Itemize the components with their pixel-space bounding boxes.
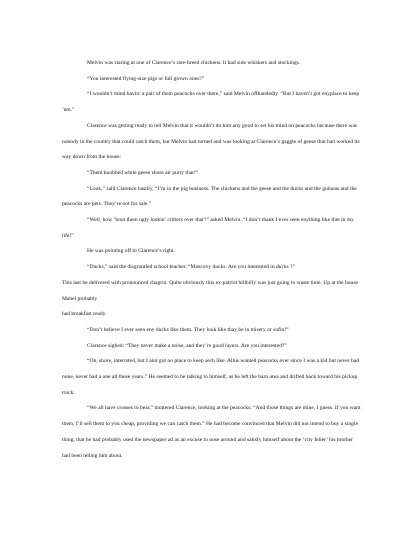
paragraph-2: “You interested flying-size pigs or full grown ones?”: [87, 75, 205, 82]
paragraph-10: This last he delivered with pronounced chagrin. Quite obviously this ex-patriot hillbilly was just going to waste time. Up at the house Mabel probably: [62, 279, 358, 302]
paragraph-15: “We all have crosses to bear,” muttered Clarence, looking at the peacocks. “And those things are mine, I guess. If you want them, I’ll sell them to you cheap, providing we can catch them.” He had become convinced that Melvin did not intend to buy a single thing, that he had probably used the newspaper ad as an excuse to nose around and satisfy himself about the ‘city feller’ his brother had been telling him about.: [62, 405, 361, 459]
paragraph-9: [62, 260, 362, 276]
paragraph-1: Melvin was staring at one of Clarence’s rare-breed chickens. It had side whiskers and stockings.: [87, 60, 301, 66]
paragraph-4: Clarence was getting ready to tell Melvin that it wouldn’t do him any good to set his mind on peacocks because there was nobody in the country that could catch them, but Melvin had turned and was looking at Clarence’s gaggle of geese that had worked its way down from the house:: [62, 122, 360, 161]
paragraph-11: had breakfast ready.: [62, 311, 107, 318]
paragraph-7: “Well, how ’bout them ugly lookin’ critters over thar?” asked Melvin. “I don’t thank I ever seen enything like thet in my life!”: [62, 217, 354, 239]
paragraph-14: “Oh, shore, interrsted, but I aint got no place to keep sech like. Allus wanted peacocks ever since I was a kid but never had none, never had a one all these years.” He seemed to be talking to himself, as he left the barn area and drifted back toward his pickup truck.: [62, 358, 360, 396]
paragraph-12: “Don’t believe I ever seen eny ducks like them. They look like thay be in misery or sufin!”: [87, 326, 289, 333]
paragraph-6: “Look,” said Clarence hastily, “I’m in the pig business. The chickens and the geese and the ducks and the guineas and the peacocks are pets. They’re not for sale.”: [62, 185, 357, 208]
paragraph-5: “Them knobbed white geese shore air purty thar!”: [87, 169, 199, 176]
emphasis-ducks: ducks: [276, 264, 289, 271]
paragraph-13: Clarence sighed: “They never make a noise, and they’re good layers. Are you interested?”: [87, 342, 287, 349]
paragraph-9-lead: “Ducks,” said the disgruntled school teacher. “Muscovy ducks. Are you interested in: [87, 264, 277, 271]
paragraph-3: “I wouldn’t mind havin’ a pair of them peacocks over there,” said Melvin offhandedly. “But I haven’t got enyplace to keep ’em.”: [62, 91, 360, 114]
paragraph-8: He was pointing off to Clarence’s right.: [87, 248, 175, 255]
paragraph-9-tail: ?”: [288, 264, 295, 271]
manuscript-body: [62, 56, 362, 464]
